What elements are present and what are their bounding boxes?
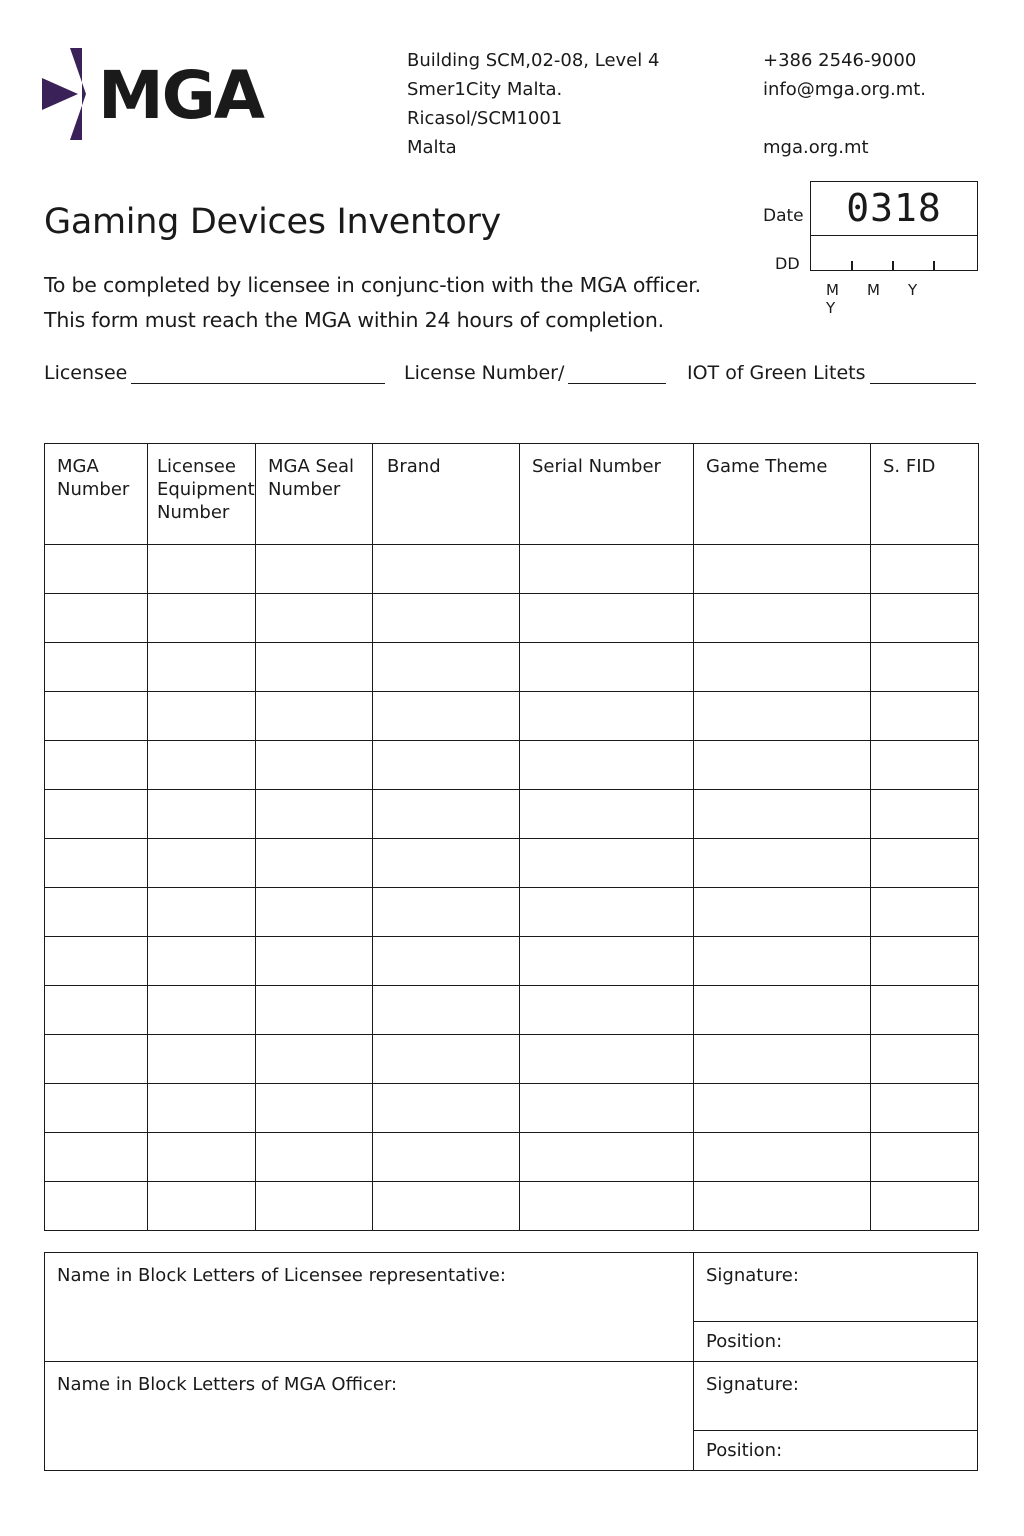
col-header-game-theme: Game Theme: [694, 444, 871, 545]
table-cell[interactable]: [694, 545, 871, 594]
table-row: [45, 692, 979, 741]
table-cell[interactable]: [45, 594, 148, 643]
table-cell[interactable]: [256, 1133, 373, 1182]
licensee-rep-name-label: Name in Block Letters of Licensee representative:: [57, 1265, 506, 1286]
date-tick: [851, 261, 853, 270]
col-header-serial-number: Serial Number: [520, 444, 694, 545]
table-cell[interactable]: [256, 888, 373, 937]
table-cell[interactable]: [45, 986, 148, 1035]
table-cell[interactable]: [694, 839, 871, 888]
license-number-label: License Number/: [404, 362, 565, 384]
officer-name-label: Name in Block Letters of MGA Officer:: [57, 1374, 398, 1395]
table-cell[interactable]: [520, 888, 694, 937]
date-label: Date: [763, 206, 804, 226]
table-cell[interactable]: [373, 594, 520, 643]
col-header-mga-number: MGA Number: [45, 444, 148, 545]
table-cell[interactable]: [694, 692, 871, 741]
address-line: Smer1City Malta.: [407, 79, 563, 100]
table-cell[interactable]: [256, 986, 373, 1035]
table-cell[interactable]: [373, 692, 520, 741]
contact-block: [763, 46, 926, 162]
table-cell[interactable]: [148, 1035, 256, 1084]
licensee-field[interactable]: [44, 358, 385, 384]
dd-label: DD: [775, 254, 800, 273]
date-tick: [892, 261, 894, 270]
table-cell[interactable]: [520, 643, 694, 692]
inventory-table: [44, 443, 979, 1231]
table-cell[interactable]: [871, 1035, 979, 1084]
table-cell[interactable]: [871, 594, 979, 643]
table-cell[interactable]: [256, 741, 373, 790]
table-cell[interactable]: [256, 692, 373, 741]
table-cell[interactable]: [373, 986, 520, 1035]
table-cell[interactable]: [694, 1084, 871, 1133]
table-row: [45, 839, 979, 888]
table-cell[interactable]: [871, 1133, 979, 1182]
table-row: [45, 594, 979, 643]
date-part-month: M: [867, 281, 880, 299]
table-cell[interactable]: [373, 1035, 520, 1084]
table-cell[interactable]: [373, 1084, 520, 1133]
table-cell[interactable]: [45, 1133, 148, 1182]
table-cell[interactable]: [694, 888, 871, 937]
table-cell[interactable]: [148, 1182, 256, 1231]
table-cell[interactable]: [694, 986, 871, 1035]
table-cell[interactable]: [373, 741, 520, 790]
table-cell[interactable]: [373, 888, 520, 937]
table-cell[interactable]: [148, 986, 256, 1035]
license-number-field[interactable]: [404, 358, 666, 384]
table-row: [45, 1035, 979, 1084]
instructions-line: This form must reach the MGA within 24 hours of completion.: [44, 308, 664, 332]
table-cell[interactable]: [45, 643, 148, 692]
table-cell[interactable]: [373, 1133, 520, 1182]
table-cell[interactable]: [520, 839, 694, 888]
table-cell[interactable]: [694, 594, 871, 643]
table-cell[interactable]: [871, 839, 979, 888]
date-box[interactable]: [810, 181, 978, 271]
col-header-licensee-equipment-number: Licensee Equipment Number: [148, 444, 256, 545]
table-cell[interactable]: [148, 741, 256, 790]
table-cell[interactable]: [45, 1182, 148, 1231]
table-cell[interactable]: [148, 1133, 256, 1182]
licensee-position-cell[interactable]: [694, 1322, 978, 1362]
table-row: [45, 643, 979, 692]
table-cell[interactable]: [256, 1084, 373, 1133]
iot-label: IOT of Green Litets: [687, 362, 866, 384]
table-cell[interactable]: [520, 1182, 694, 1231]
col-header-mga-seal-number: MGA Seal Number: [256, 444, 373, 545]
date-part-month: M: [826, 281, 839, 299]
table-row: [45, 741, 979, 790]
table-cell[interactable]: [694, 643, 871, 692]
officer-signature-cell[interactable]: [694, 1362, 978, 1431]
table-cell[interactable]: [45, 937, 148, 986]
date-divider: [811, 235, 977, 236]
licensee-rep-name-cell[interactable]: [45, 1253, 694, 1362]
table-cell[interactable]: [256, 1035, 373, 1084]
table-cell[interactable]: [520, 545, 694, 594]
date-part-year: Y: [908, 281, 918, 299]
table-cell[interactable]: [871, 790, 979, 839]
email-address: info@mga.org.mt.: [763, 79, 927, 100]
licensee-label: Licensee: [44, 362, 128, 384]
logo-text: MGA: [98, 57, 263, 134]
page-title: Gaming Devices Inventory: [44, 202, 501, 242]
date-parts: [826, 281, 976, 317]
table-cell[interactable]: [520, 594, 694, 643]
logo-arrow-icon: [42, 46, 102, 142]
table-cell[interactable]: [45, 692, 148, 741]
signature-label: Signature:: [706, 1374, 799, 1395]
table-cell[interactable]: [256, 937, 373, 986]
table-cell[interactable]: [871, 937, 979, 986]
table-cell[interactable]: [148, 839, 256, 888]
table-cell[interactable]: [694, 1133, 871, 1182]
table-cell[interactable]: [871, 545, 979, 594]
table-row: [45, 790, 979, 839]
address-line: Malta: [407, 137, 457, 158]
licensee-signature-cell[interactable]: [694, 1253, 978, 1322]
table-cell[interactable]: [373, 839, 520, 888]
website-link[interactable]: mga.org.mt: [763, 137, 869, 158]
table-cell[interactable]: [520, 986, 694, 1035]
table-cell[interactable]: [520, 741, 694, 790]
table-row: [45, 888, 979, 937]
table-cell[interactable]: [520, 1133, 694, 1182]
table-row: [45, 545, 979, 594]
table-cell[interactable]: [694, 741, 871, 790]
table-cell[interactable]: [694, 790, 871, 839]
table-cell[interactable]: [45, 1035, 148, 1084]
table-row: [45, 1182, 979, 1231]
table-row: [45, 937, 979, 986]
table-cell[interactable]: [256, 839, 373, 888]
table-cell[interactable]: [373, 545, 520, 594]
table-cell[interactable]: [148, 692, 256, 741]
table-cell[interactable]: [871, 1084, 979, 1133]
iot-line[interactable]: [870, 361, 976, 384]
address-block: [407, 46, 659, 162]
table-cell[interactable]: [520, 790, 694, 839]
instructions-line: To be completed by licensee in conjunc-tion with the MGA officer.: [44, 273, 701, 297]
table-cell[interactable]: [148, 545, 256, 594]
table-cell[interactable]: [694, 1035, 871, 1084]
table-cell[interactable]: [45, 545, 148, 594]
table-cell[interactable]: [45, 790, 148, 839]
instructions: [44, 268, 701, 338]
table-row: [45, 1133, 979, 1182]
iot-field[interactable]: [687, 358, 976, 384]
table-cell[interactable]: [520, 1035, 694, 1084]
licensee-line[interactable]: [131, 361, 385, 384]
date-tick: [933, 261, 935, 270]
table-cell[interactable]: [871, 888, 979, 937]
table-cell[interactable]: [148, 790, 256, 839]
position-label: Position:: [706, 1331, 783, 1352]
table-cell[interactable]: [256, 643, 373, 692]
address-line: Building SCM,02-08, Level 4: [407, 50, 660, 71]
table-cell[interactable]: [45, 839, 148, 888]
table-cell[interactable]: [373, 937, 520, 986]
table-cell[interactable]: [256, 594, 373, 643]
table-cell[interactable]: [520, 1084, 694, 1133]
table-cell[interactable]: [256, 545, 373, 594]
table-cell[interactable]: [871, 692, 979, 741]
table-cell[interactable]: [871, 741, 979, 790]
table-cell[interactable]: [256, 1182, 373, 1231]
col-header-brand: Brand: [373, 444, 520, 545]
table-header-row: [45, 444, 979, 545]
table-cell[interactable]: [871, 986, 979, 1035]
table-cell[interactable]: [373, 1182, 520, 1231]
col-header-s-fid: S. FID: [871, 444, 979, 545]
table-row: [45, 1084, 979, 1133]
table-row: [45, 986, 979, 1035]
position-label: Position:: [706, 1440, 783, 1461]
table-cell[interactable]: [373, 790, 520, 839]
table-cell[interactable]: [694, 937, 871, 986]
license-number-line[interactable]: [568, 361, 666, 384]
table-cell[interactable]: [694, 1182, 871, 1231]
table-cell[interactable]: [45, 741, 148, 790]
date-code: 0318: [846, 186, 942, 230]
table-cell[interactable]: [871, 1182, 979, 1231]
signature-label: Signature:: [706, 1265, 799, 1286]
table-cell[interactable]: [148, 888, 256, 937]
table-cell[interactable]: [520, 937, 694, 986]
table-cell[interactable]: [520, 692, 694, 741]
table-cell[interactable]: [148, 594, 256, 643]
table-cell[interactable]: [45, 1084, 148, 1133]
signature-table: [44, 1252, 978, 1471]
table-cell[interactable]: [871, 643, 979, 692]
table-cell[interactable]: [45, 888, 148, 937]
officer-position-cell[interactable]: [694, 1431, 978, 1471]
mga-logo: [42, 46, 272, 142]
table-cell[interactable]: [148, 1084, 256, 1133]
table-cell[interactable]: [148, 937, 256, 986]
table-cell[interactable]: [373, 643, 520, 692]
phone-number: +386 2546-9000: [763, 50, 917, 71]
address-line: Ricasol/SCM1001: [407, 108, 563, 129]
table-cell[interactable]: [148, 643, 256, 692]
table-cell[interactable]: [256, 790, 373, 839]
officer-name-cell[interactable]: [45, 1362, 694, 1471]
date-part-year: Y: [826, 299, 836, 317]
